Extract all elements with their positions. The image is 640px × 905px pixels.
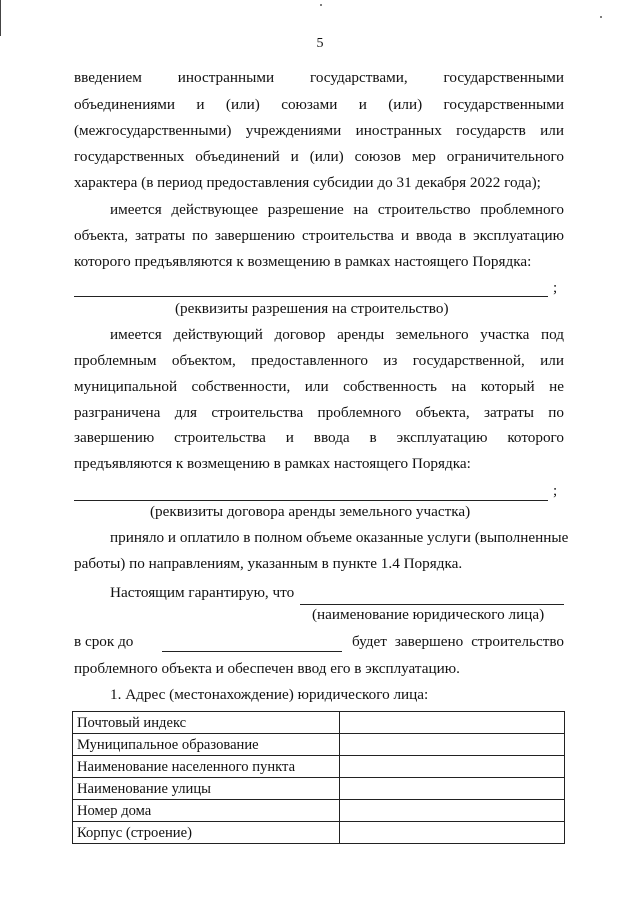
section-title: 1. Адрес (местонахождение) юридического лица: [110, 686, 429, 703]
text-line: приняло и оплатило в полном объеме оказанные услуги (выполненные [110, 529, 569, 546]
table-row [73, 756, 565, 778]
address-row-label: Корпус (строение) [73, 822, 340, 844]
text-line: завершению строительства и ввода в эксплуатацию которого [74, 429, 564, 446]
text-line: проблемного объекта и обеспечен ввод его в эксплуатацию. [74, 660, 460, 677]
lease-caption: (реквизиты договора аренды земельного участка) [150, 503, 471, 520]
address-row-value[interactable] [340, 800, 565, 822]
deadline-date-field[interactable] [162, 651, 342, 652]
scan-speck [600, 16, 602, 18]
table-row [73, 734, 565, 756]
address-row-label: Почтовый индекс [73, 712, 340, 734]
address-row-label: Наименование населенного пункта [73, 756, 340, 778]
scan-edge-mark [0, 0, 1, 36]
line-end-semicolon: ; [553, 280, 558, 296]
text-line: которого предъявляются к возмещению в рамках настоящего Порядка: [74, 253, 532, 270]
table-row [73, 778, 565, 800]
deadline-suffix: будет завершено строительство [352, 633, 564, 650]
permit-details-field[interactable] [74, 296, 548, 297]
text-line: имеется действующее разрешение на строительство проблемного [110, 201, 564, 218]
entity-caption: (наименование юридического лица) [312, 606, 545, 623]
table-row [73, 712, 565, 734]
text-line: муниципальной собственности, или собственность на который не [74, 378, 564, 395]
address-row-value[interactable] [340, 756, 565, 778]
permit-caption: (реквизиты разрешения на строительство) [175, 300, 449, 317]
address-row-label: Номер дома [73, 800, 340, 822]
page-number: 5 [316, 36, 324, 51]
address-row-label: Наименование улицы [73, 778, 340, 800]
address-row-value[interactable] [340, 734, 565, 756]
text-line: (межгосударственными) учреждениями иностранных государств или [74, 122, 564, 139]
address-row-value[interactable] [340, 822, 565, 844]
scan-speck [320, 4, 322, 6]
text-line: характера (в период предоставления субсидии до 31 декабря 2022 года); [74, 174, 541, 191]
text-line: работы) по направлениям, указанным в пункте 1.4 Порядка. [74, 555, 463, 572]
deadline-prefix: в срок до [74, 633, 134, 650]
text-line: предъявляются к возмещению в рамках настоящего Порядка: [74, 455, 471, 472]
text-line: государственных объединений и (или) союзов мер ограничительного [74, 148, 564, 165]
text-line: объединениями и (или) союзами и (или) государственными [74, 96, 564, 113]
address-row-value[interactable] [340, 778, 565, 800]
table-row [73, 800, 565, 822]
text-line: проблемным объектом, предоставленного из государственной, или [74, 352, 564, 369]
address-table [72, 711, 565, 844]
address-row-value[interactable] [340, 712, 565, 734]
text-line: имеется действующий договор аренды земельного участка под [110, 326, 564, 343]
table-row [73, 822, 565, 844]
line-end-semicolon: ; [553, 483, 558, 499]
entity-name-field[interactable] [300, 604, 564, 605]
text-line: введением иностранными государствами, государственными [74, 69, 564, 86]
text-line: разграничена для строительства проблемного объекта, затраты по [74, 404, 564, 421]
text-line: объекта, затраты по завершению строительства и ввода в эксплуатацию [74, 227, 564, 244]
guarantee-text: Настоящим гарантирую, что [110, 584, 295, 601]
lease-details-field[interactable] [74, 500, 548, 501]
address-row-label: Муниципальное образование [73, 734, 340, 756]
